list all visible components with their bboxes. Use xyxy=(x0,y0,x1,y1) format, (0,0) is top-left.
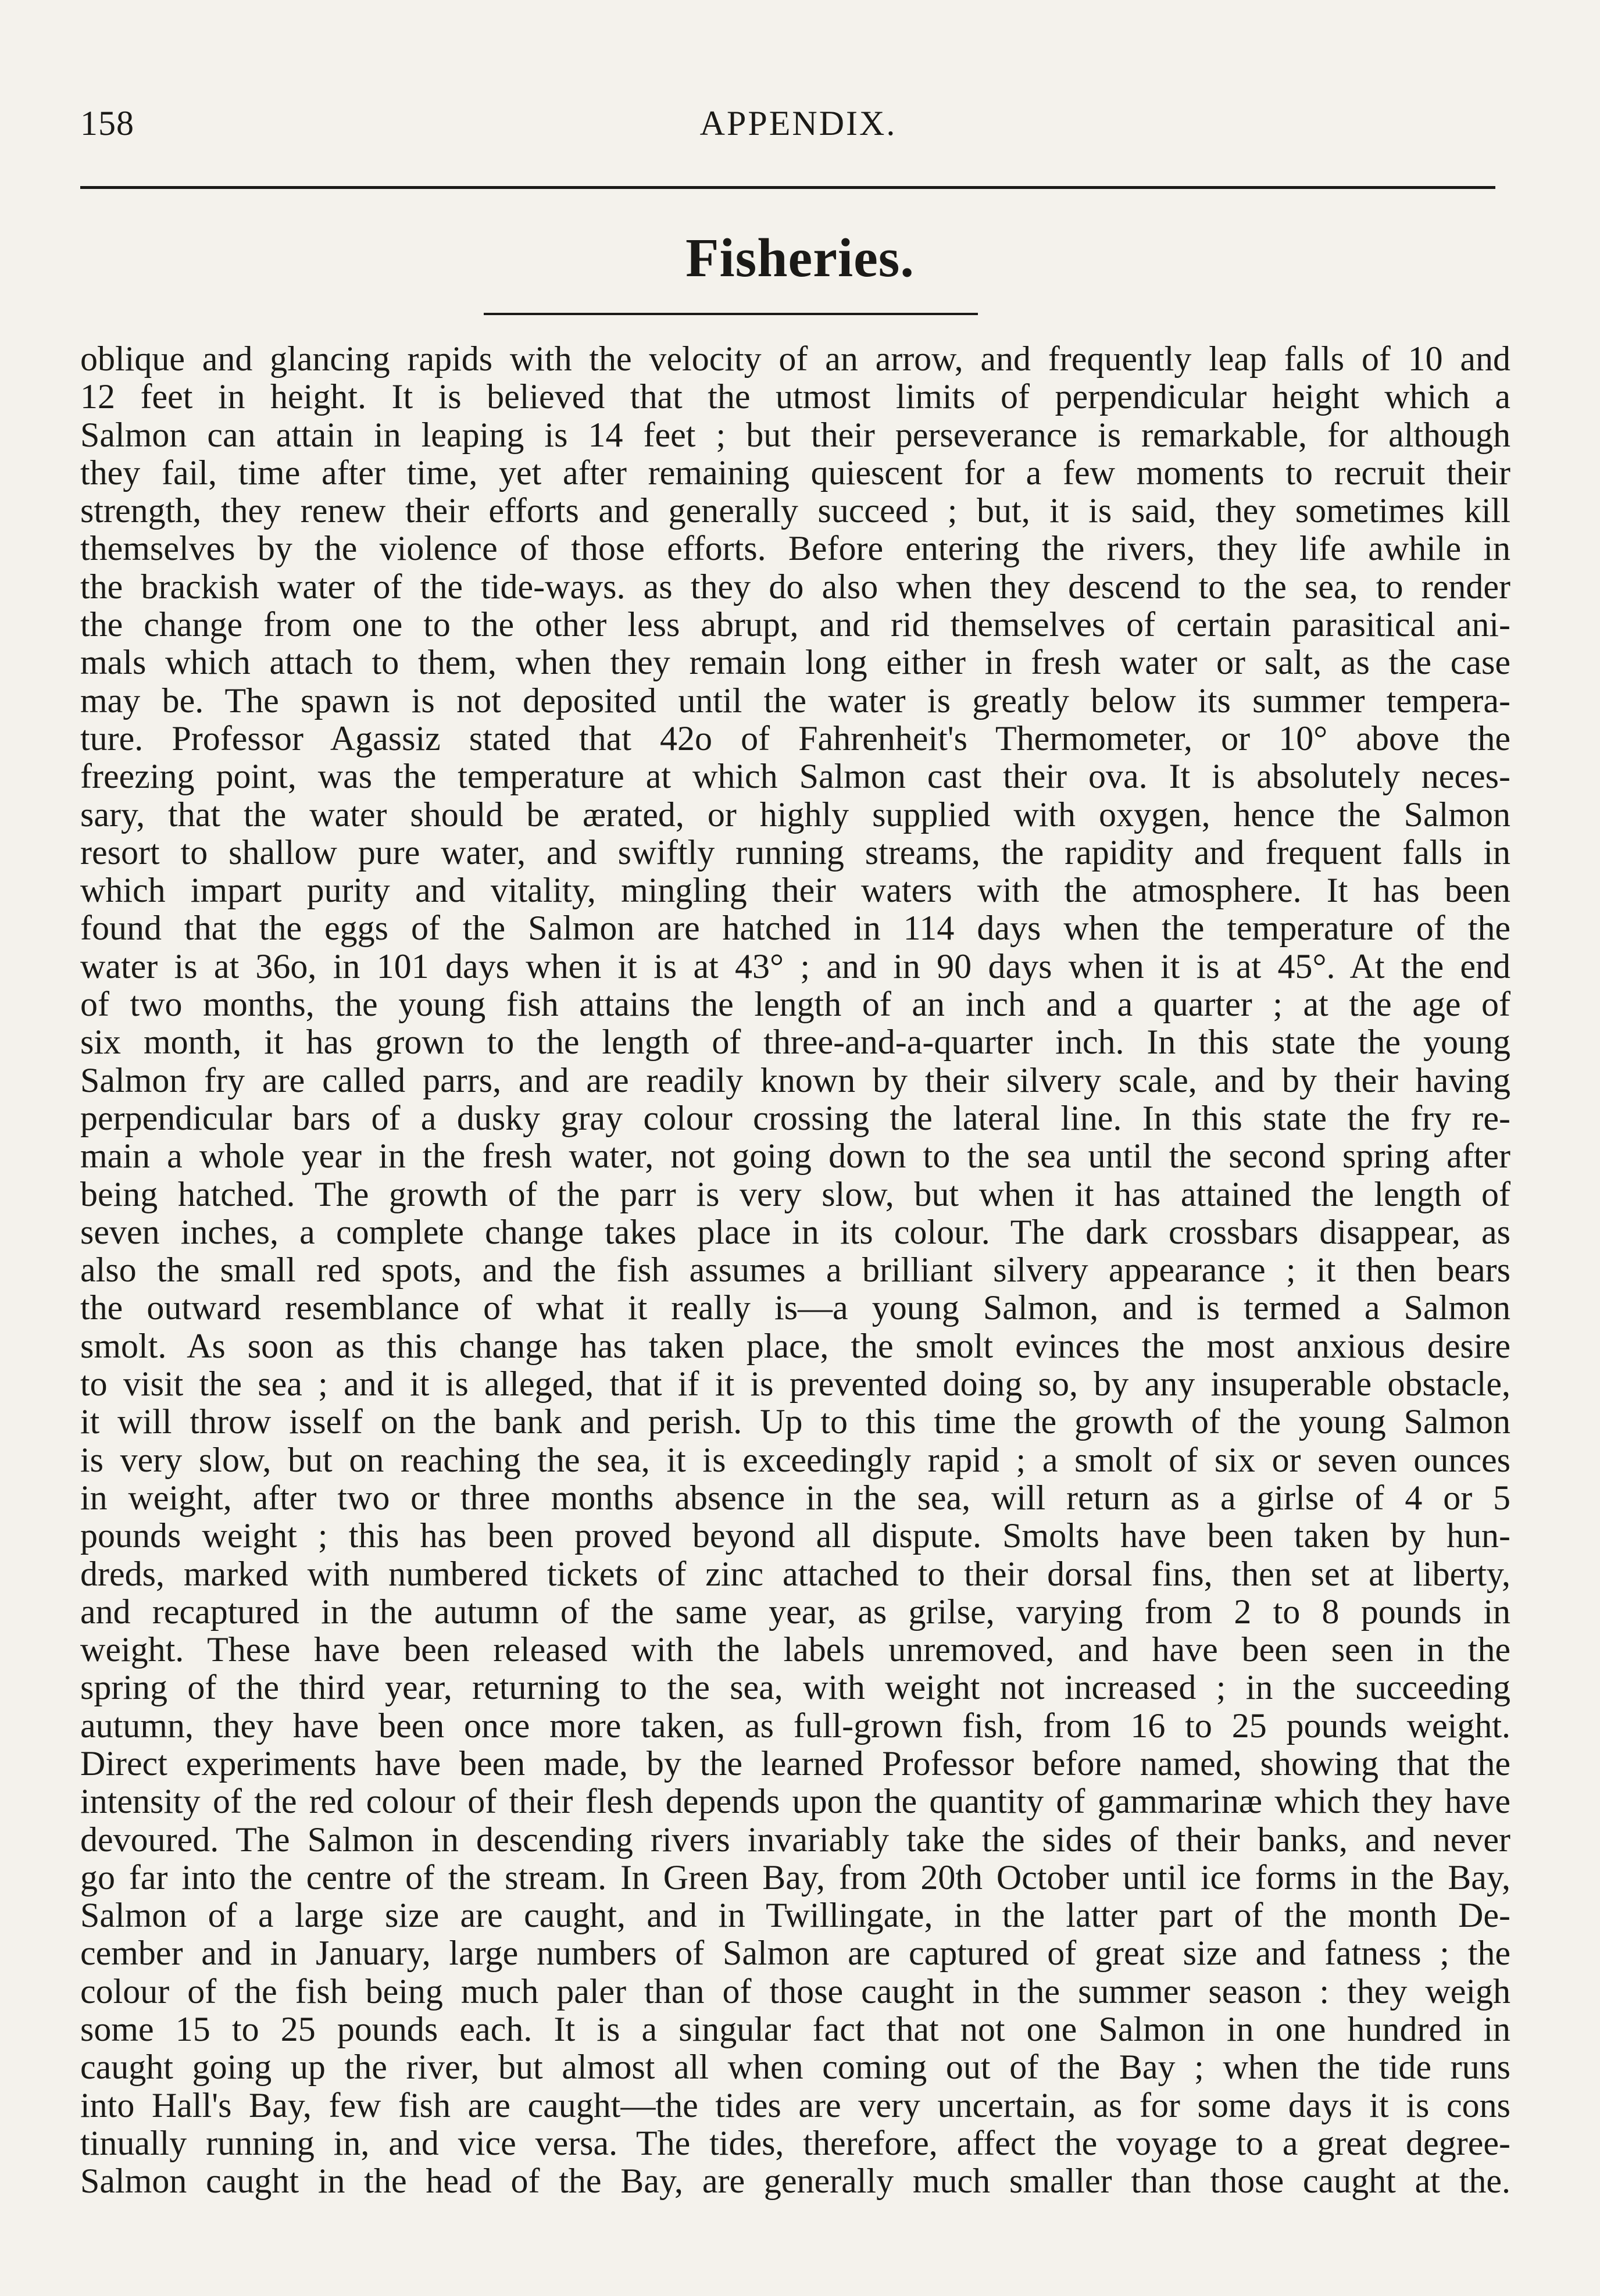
text-line: tinually running in, and vice versa. The tides, therefore, affect the voyage to a great degree- xyxy=(80,2123,1510,2162)
text-line: is very slow, but on reaching the sea, it is exceedingly rapid ; a smolt of six or seven ounces xyxy=(80,1440,1510,1479)
page-number: 158 xyxy=(80,104,134,142)
text-line: Salmon caught in the head of the Bay, are generally much smaller than those caught at the. xyxy=(80,2162,1510,2201)
text-line: which impart purity and vitality, mingling their waters with the atmosphere. It has been xyxy=(80,871,1510,910)
text-line: pounds weight ; this has been proved beyond all dispute. Smolts have been taken by hun- xyxy=(80,1516,1510,1555)
text-line: the outward resemblance of what it really is—a young Salmon, and is termed a Salmon xyxy=(80,1288,1510,1327)
text-line: sary, that the water should be ærated, or highly supplied with oxygen, hence the Salmon xyxy=(80,795,1510,834)
text-line: ture. Professor Agassiz stated that 42o of Fahrenheit's Thermometer, or 10° above the xyxy=(80,719,1510,758)
text-line: smolt. As soon as this change has taken place, the smolt evinces the most anxious desire xyxy=(80,1326,1510,1365)
text-line: to visit the sea ; and it is alleged, that if it is prevented doing so, by any insuperable obstacle, xyxy=(80,1365,1510,1404)
text-line: perpendicular bars of a dusky gray colour crossing the lateral line. In this state the fry re- xyxy=(80,1098,1510,1137)
text-line: in weight, after two or three months absence in the sea, will return as a girlse of 4 or 5 xyxy=(80,1478,1510,1517)
text-line: themselves by the violence of those efforts. Before entering the rivers, they life awhile in xyxy=(80,529,1510,568)
title-rule xyxy=(484,313,978,315)
text-line: mals which attach to them, when they remain long either in fresh water or salt, as the case xyxy=(80,643,1510,682)
text-line: found that the eggs of the Salmon are hatched in 114 days when the temperature of the xyxy=(80,909,1510,948)
text-line: freezing point, was the temperature at which Salmon cast their ova. It is absolutely neces- xyxy=(80,757,1510,796)
text-line: being hatched. The growth of the parr is very slow, but when it has attained the length of xyxy=(80,1174,1510,1213)
running-head xyxy=(80,103,1516,150)
text-line: oblique and glancing rapids with the velocity of an arrow, and frequently leap falls of 10 and xyxy=(80,340,1510,378)
text-line: intensity of the red colour of their flesh depends upon the quantity of gammarinæ which they have xyxy=(80,1782,1510,1821)
text-line: six month, it has grown to the length of three-and-a-quarter inch. In this state the young xyxy=(80,1023,1510,1062)
text-line: dreds, marked with numbered tickets of zinc attached to their dorsal fins, then set at liberty, xyxy=(80,1554,1510,1593)
text-line: autumn, they have been once more taken, as full-grown fish, from 16 to 25 pounds weight. xyxy=(80,1706,1510,1745)
text-line: weight. These have been released with the labels unremoved, and have been seen in the xyxy=(80,1630,1510,1669)
text-line: go far into the centre of the stream. In Green Bay, from 20th October until ice forms in the Bay, xyxy=(80,1858,1510,1897)
text-line: it will throw isself on the bank and perish. Up to this time the growth of the young Salmon xyxy=(80,1402,1510,1441)
text-line: strength, they renew their efforts and generally succeed ; but, it is said, they sometimes kill xyxy=(80,491,1510,530)
text-line: Salmon fry are called parrs, and are readily known by their silvery scale, and by their having xyxy=(80,1060,1510,1099)
text-line: Direct experiments have been made, by the learned Professor before named, showing that the xyxy=(80,1744,1510,1783)
text-line: may be. The spawn is not deposited until the water is greatly below its summer tempera- xyxy=(80,681,1510,720)
body-text xyxy=(80,340,1510,2201)
text-line: water is at 36o, in 101 days when it is at 43° ; and in 90 days when it is at 45°. At the end xyxy=(80,947,1510,985)
text-line: colour of the fish being much paler than of those caught in the summer season : they weigh xyxy=(80,1972,1510,2011)
section-label: APPENDIX. xyxy=(699,104,897,142)
text-line: the change from one to the other less abrupt, and rid themselves of certain parasitical ani- xyxy=(80,605,1510,644)
text-line: 12 feet in height. It is believed that the utmost limits of perpendicular height which a xyxy=(80,377,1510,416)
text-line: some 15 to 25 pounds each. It is a singular fact that not one Salmon in one hundred in xyxy=(80,2010,1510,2049)
text-line: the brackish water of the tide-ways. as they do also when they descend to the sea, to render xyxy=(80,567,1510,606)
text-line: they fail, time after time, yet after remaining quiescent for a few moments to recruit their xyxy=(80,453,1510,492)
text-line: Salmon can attain in leaping is 14 feet ; but their perseverance is remarkable, for although xyxy=(80,415,1510,454)
text-line: Salmon of a large size are caught, and in Twillingate, in the latter part of the month De- xyxy=(80,1896,1510,1935)
text-line: cember and in January, large numbers of Salmon are captured of great size and fatness ; the xyxy=(80,1934,1510,1973)
text-line: of two months, the young fish attains the length of an inch and a quarter ; at the age of xyxy=(80,985,1510,1024)
text-line: caught going up the river, but almost all when coming out of the Bay ; when the tide runs xyxy=(80,2048,1510,2087)
text-line: also the small red spots, and the fish assumes a brilliant silvery appearance ; it then bears xyxy=(80,1251,1510,1290)
text-line: seven inches, a complete change takes place in its colour. The dark crossbars disappear, as xyxy=(80,1212,1510,1251)
text-line: resort to shallow pure water, and swiftly running streams, the rapidity and frequent falls in xyxy=(80,833,1510,872)
text-line: into Hall's Bay, few fish are caught—the tides are very uncertain, as for some days it is cons xyxy=(80,2086,1510,2124)
page-title: Fisheries. xyxy=(685,228,915,288)
text-line: and recaptured in the autumn of the same year, as grilse, varying from 2 to 8 pounds in xyxy=(80,1592,1510,1631)
header-rule xyxy=(80,186,1495,189)
text-line: main a whole year in the fresh water, not going down to the sea until the second spring after xyxy=(80,1137,1510,1176)
text-line: spring of the third year, returning to the sea, with weight not increased ; in the succeeding xyxy=(80,1668,1510,1707)
text-line: devoured. The Salmon in descending rivers invariably take the sides of their banks, and never xyxy=(80,1820,1510,1859)
